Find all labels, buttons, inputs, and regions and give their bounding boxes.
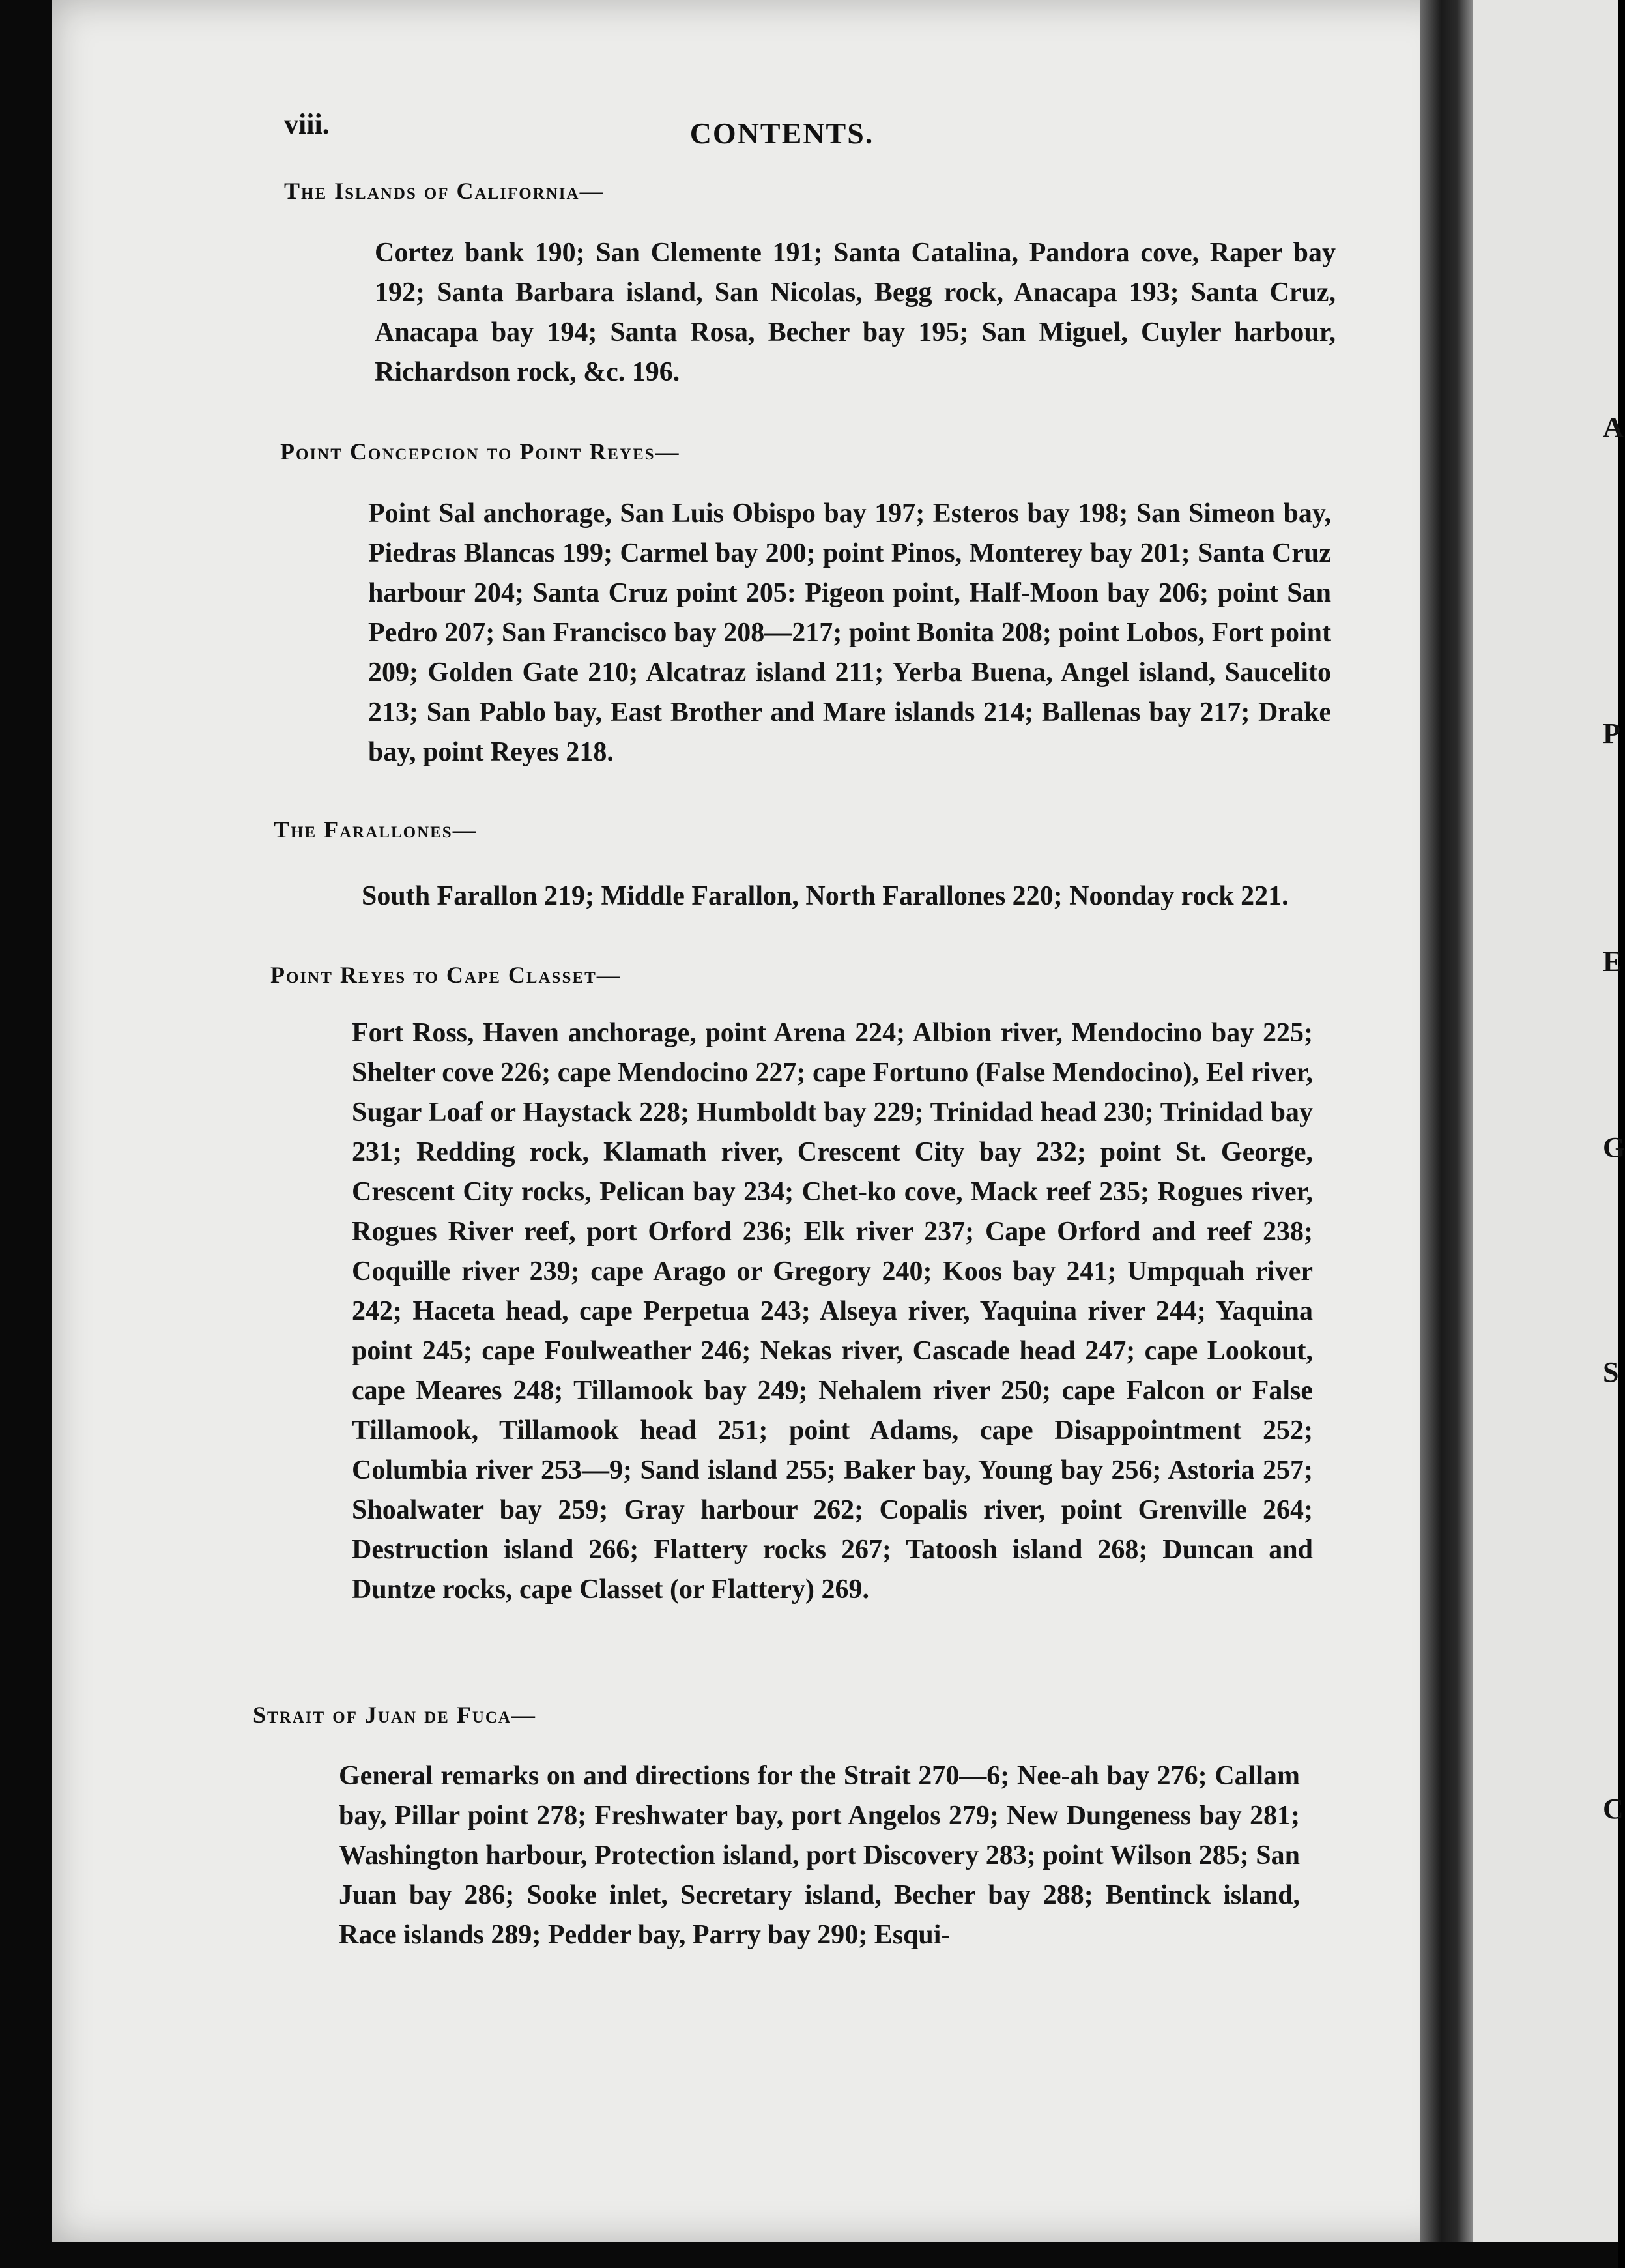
section-heading: Point Reyes to Cape Classet— <box>270 962 622 988</box>
section-heading: Point Concepcion to Point Reyes— <box>280 439 680 465</box>
section-entries: South Farallon 219; Middle Farallon, North Farallones 220; Noonday rock 221. <box>362 881 1289 911</box>
facing-page-letter: S <box>1603 1356 1619 1388</box>
facing-page-letter: E <box>1603 946 1622 978</box>
page-number: viii. <box>284 108 330 140</box>
section-heading: The Islands of California— <box>284 178 605 204</box>
section-heading: Strait of Juan de Fuca— <box>253 1702 536 1728</box>
section-entries: Point Sal anchorage, San Luis Obispo bay 197; Esteros bay 198; San Simeon bay, Piedras Blancas 199; Carmel bay 200; point Pinos, Monterey bay 201; Santa Cruz harbour 204; Santa Cruz point 205: Pigeon point, Half-Moon bay 206; point San Pedro 207; San Francisco bay 208—217; point Bonita 208; point Lobos, Fort point 209; Golden Gate 210; Alcatraz island 211; Yerba Buena, Angel island, Saucelito 213; San Pablo bay, East Brother and Mare islands 214; Ballenas bay 217; Drake bay, point Reyes 218. <box>368 499 1331 767</box>
running-head: CONTENTS. <box>689 117 874 150</box>
section-entries: Cortez bank 190; San Clemente 191; Santa Catalina, Pandora cove, Raper bay 192; Santa Barbara island, San Nicolas, Begg rock, Anacapa 193; Santa Cruz, Anacapa bay 194; Santa Rosa, Becher bay 195; San Miguel, Cuyler harbour, Richardson rock, &c. 196. <box>375 238 1336 387</box>
section-heading: The Farallones— <box>274 817 478 843</box>
section-entries: General remarks on and directions for the Strait 270—6; Nee-ah bay 276; Callam bay, Pillar point 278; Freshwater bay, port Angelos 279; New Dungeness bay 281; Washington harbour, Protection island, port Discovery 283; point Wilson 285; San Juan bay 286; Sooke inlet, Secretary island, Becher bay 288; Bentinck island, Race islands 289; Pedder bay, Parry bay 290; Esqui- <box>339 1761 1300 1950</box>
facing-page-letter: G <box>1603 1131 1625 1163</box>
facing-page-letter: C <box>1603 1793 1624 1825</box>
facing-page-letter: P <box>1603 718 1620 749</box>
facing-page-letter: A <box>1603 411 1624 443</box>
section-entries: Fort Ross, Haven anchorage, point Arena 224; Albion river, Mendocino bay 225; Shelter cove 226; cape Mendocino 227; cape Fortuno (False Mendocino), Eel river, Sugar Loaf or Haystack 228; Humboldt bay 229; Trinidad head 230; Trinidad bay 231; Redding rock, Klamath river, Crescent City bay 232; point St. George, Crescent City rocks, Pelican bay 234; Chet-ko cove, Mack reef 235; Rogues river, Rogues River reef, port Orford 236; Elk river 237; Cape Orford and reef 238; Coquille river 239; cape Arago or Gregory 240; Koos bay 241; Umpquah river 242; Haceta head, cape Perpetua 243; Alseya river, Yaquina river 244; Yaquina point 245; cape Foulweather 246; Nekas river, Cascade head 247; cape Lookout, cape Meares 248; Tillamook bay 249; Nehalem river 250; cape Falcon or False Tillamook, Tillamook head 251; point Adams, cape Disappointment 252; Columbia river 253—9; Sand island 255; Baker bay, Young bay 256; Astoria 257; Shoalwater bay 259; Gray harbour 262; Copalis river, point Grenville 264; Destruction island 266; Flattery rocks 267; Tatoosh island 268; Duncan and Duntze rocks, cape Classet (or Flattery) 269. <box>352 1018 1313 1605</box>
